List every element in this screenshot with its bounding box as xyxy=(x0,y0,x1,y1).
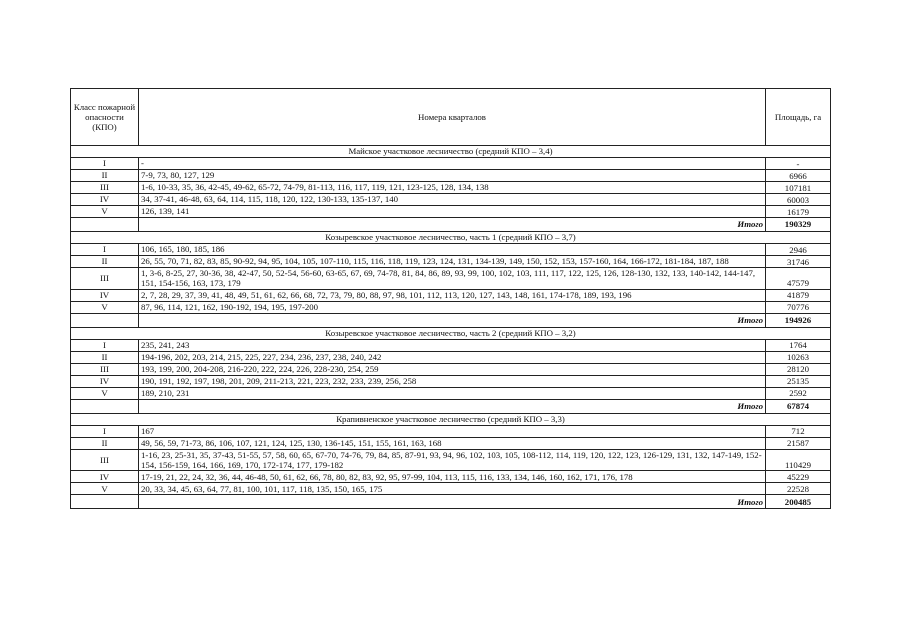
quarters-cell: 167 xyxy=(139,425,766,437)
hazard-class-cell: III xyxy=(71,182,139,194)
area-cell: 70776 xyxy=(766,301,831,313)
hazard-class-cell: V xyxy=(71,483,139,495)
total-value: 200485 xyxy=(766,495,831,509)
total-value: 67874 xyxy=(766,399,831,413)
section-title: Крапивненское участковое лесничество (средний КПО – 3,3) xyxy=(71,413,831,425)
section-title: Козыревское участковое лесничество, часть 1 (средний КПО – 3,7) xyxy=(71,232,831,244)
area-cell: 1764 xyxy=(766,339,831,351)
section-title-row xyxy=(71,232,831,244)
quarters-cell: - xyxy=(139,158,766,170)
quarters-cell: 189, 210, 231 xyxy=(139,387,766,399)
quarters-cell: 106, 165, 180, 185, 186 xyxy=(139,244,766,256)
area-cell: 47579 xyxy=(766,268,831,290)
table-row xyxy=(71,437,831,449)
total-empty-cell xyxy=(71,399,139,413)
table-row xyxy=(71,339,831,351)
quarters-cell: 49, 56, 59, 71-73, 86, 106, 107, 121, 124, 125, 130, 136-145, 151, 155, 161, 163, 168 xyxy=(139,437,766,449)
hazard-class-cell: IV xyxy=(71,194,139,206)
quarters-cell: 20, 33, 34, 45, 63, 64, 77, 81, 100, 101, 117, 118, 135, 150, 165, 175 xyxy=(139,483,766,495)
area-cell: 6966 xyxy=(766,170,831,182)
quarters-cell: 126, 139, 141 xyxy=(139,206,766,218)
total-empty-cell xyxy=(71,218,139,232)
total-label: Итого xyxy=(139,313,766,327)
total-value: 190329 xyxy=(766,218,831,232)
area-cell: - xyxy=(766,158,831,170)
area-cell: 2946 xyxy=(766,244,831,256)
hazard-class-cell: II xyxy=(71,256,139,268)
quarters-cell: 235, 241, 243 xyxy=(139,339,766,351)
area-cell: 2592 xyxy=(766,387,831,399)
hazard-class-cell: II xyxy=(71,351,139,363)
hazard-class-cell: I xyxy=(71,339,139,351)
quarters-cell: 7-9, 73, 80, 127, 129 xyxy=(139,170,766,182)
table-row xyxy=(71,351,831,363)
area-cell: 10263 xyxy=(766,351,831,363)
hazard-class-cell: II xyxy=(71,437,139,449)
area-cell: 41879 xyxy=(766,289,831,301)
area-cell: 712 xyxy=(766,425,831,437)
hazard-class-cell: V xyxy=(71,301,139,313)
quarters-cell: 2, 7, 28, 29, 37, 39, 41, 48, 49, 51, 61, 62, 66, 68, 72, 73, 79, 80, 88, 97, 98, 101, 112, 113, 120, 127, 143, 148, 161, 174-178, 189, 193, 196 xyxy=(139,289,766,301)
quarters-cell: 190, 191, 192, 197, 198, 201, 209, 211-213, 221, 223, 232, 233, 239, 256, 258 xyxy=(139,375,766,387)
table-row xyxy=(71,425,831,437)
area-cell: 110429 xyxy=(766,449,831,471)
quarters-cell: 194-196, 202, 203, 214, 215, 225, 227, 234, 236, 237, 238, 240, 242 xyxy=(139,351,766,363)
quarters-cell: 1, 3-6, 8-25, 27, 30-36, 38, 42-47, 50, 52-54, 56-60, 63-65, 67, 69, 74-78, 81, 84, 86, 89, 93, 99, 100, 102, 103, 111, 117, 122, 125, 126, 128-130, 132, 133, 140-142, 144-147, 151, 154-156, 163, 173, 179 xyxy=(139,268,766,290)
hazard-class-cell: IV xyxy=(71,375,139,387)
table-row xyxy=(71,483,831,495)
total-label: Итого xyxy=(139,218,766,232)
total-row xyxy=(71,218,831,232)
area-cell: 31746 xyxy=(766,256,831,268)
quarters-cell: 17-19, 21, 22, 24, 32, 36, 44, 46-48, 50, 61, 62, 66, 78, 80, 82, 83, 92, 95, 97-99, 104, 113, 115, 116, 133, 134, 146, 160, 162, 171, 176, 178 xyxy=(139,471,766,483)
area-cell: 22528 xyxy=(766,483,831,495)
section-title-row xyxy=(71,413,831,425)
quarters-cell: 1-6, 10-33, 35, 36, 42-45, 49-62, 65-72, 74-79, 81-113, 116, 117, 119, 121, 123-125, 128, 134, 138 xyxy=(139,182,766,194)
hazard-class-cell: V xyxy=(71,387,139,399)
quarters-cell: 87, 96, 114, 121, 162, 190-192, 194, 195, 197-200 xyxy=(139,301,766,313)
hazard-class-cell: V xyxy=(71,206,139,218)
hazard-class-cell: III xyxy=(71,363,139,375)
area-cell: 16179 xyxy=(766,206,831,218)
total-empty-cell xyxy=(71,495,139,509)
area-cell: 60003 xyxy=(766,194,831,206)
section-title-row xyxy=(71,327,831,339)
table-row xyxy=(71,387,831,399)
hazard-class-cell: I xyxy=(71,158,139,170)
table-row xyxy=(71,158,831,170)
table-row xyxy=(71,194,831,206)
section-title: Майское участковое лесничество (средний КПО – 3,4) xyxy=(71,146,831,158)
total-value: 194926 xyxy=(766,313,831,327)
header-class: Класс пожарной опасности (КПО) xyxy=(71,89,139,146)
table-row xyxy=(71,170,831,182)
header-area: Площадь, га xyxy=(766,89,831,146)
hazard-class-cell: IV xyxy=(71,471,139,483)
quarters-cell: 26, 55, 70, 71, 82, 83, 85, 90-92, 94, 95, 104, 105, 107-110, 115, 116, 118, 119, 123, 124, 131, 134-139, 149, 150, 152, 153, 157-160, 164, 166-172, 181-184, 187, 188 xyxy=(139,256,766,268)
table-row xyxy=(71,449,831,471)
hazard-class-cell: II xyxy=(71,170,139,182)
quarters-cell: 34, 37-41, 46-48, 63, 64, 114, 115, 118, 120, 122, 130-133, 135-137, 140 xyxy=(139,194,766,206)
section-title: Козыревское участковое лесничество, часть 2 (средний КПО – 3,2) xyxy=(71,327,831,339)
header-quarters: Номера кварталов xyxy=(139,89,766,146)
total-label: Итого xyxy=(139,495,766,509)
area-cell: 25135 xyxy=(766,375,831,387)
total-empty-cell xyxy=(71,313,139,327)
section-title-row xyxy=(71,146,831,158)
quarters-cell: 193, 199, 200, 204-208, 216-220, 222, 224, 226, 228-230, 254, 259 xyxy=(139,363,766,375)
total-row xyxy=(71,495,831,509)
table-row xyxy=(71,256,831,268)
table-row xyxy=(71,363,831,375)
area-cell: 21587 xyxy=(766,437,831,449)
table-header-row xyxy=(71,89,831,146)
quarters-cell: 1-16, 23, 25-31, 35, 37-43, 51-55, 57, 58, 60, 65, 67-70, 74-76, 79, 84, 85, 87-91, 93, 94, 96, 102, 103, 105, 108-112, 114, 119, 120, 122, 123, 126-129, 131, 132, 147-149, 152-154, 156-159, 164, 166, 169, 170, 172-174, 177, 179-182 xyxy=(139,449,766,471)
area-cell: 107181 xyxy=(766,182,831,194)
total-label: Итого xyxy=(139,399,766,413)
table-row xyxy=(71,289,831,301)
table-row xyxy=(71,268,831,290)
area-cell: 28120 xyxy=(766,363,831,375)
table-row xyxy=(71,375,831,387)
total-row xyxy=(71,399,831,413)
hazard-class-cell: I xyxy=(71,425,139,437)
hazard-class-cell: III xyxy=(71,268,139,290)
area-cell: 45229 xyxy=(766,471,831,483)
table-row xyxy=(71,471,831,483)
table-row xyxy=(71,206,831,218)
fire-hazard-table xyxy=(70,88,831,509)
hazard-class-cell: I xyxy=(71,244,139,256)
table-row xyxy=(71,182,831,194)
hazard-class-cell: IV xyxy=(71,289,139,301)
table-row xyxy=(71,301,831,313)
total-row xyxy=(71,313,831,327)
table-row xyxy=(71,244,831,256)
hazard-class-cell: III xyxy=(71,449,139,471)
